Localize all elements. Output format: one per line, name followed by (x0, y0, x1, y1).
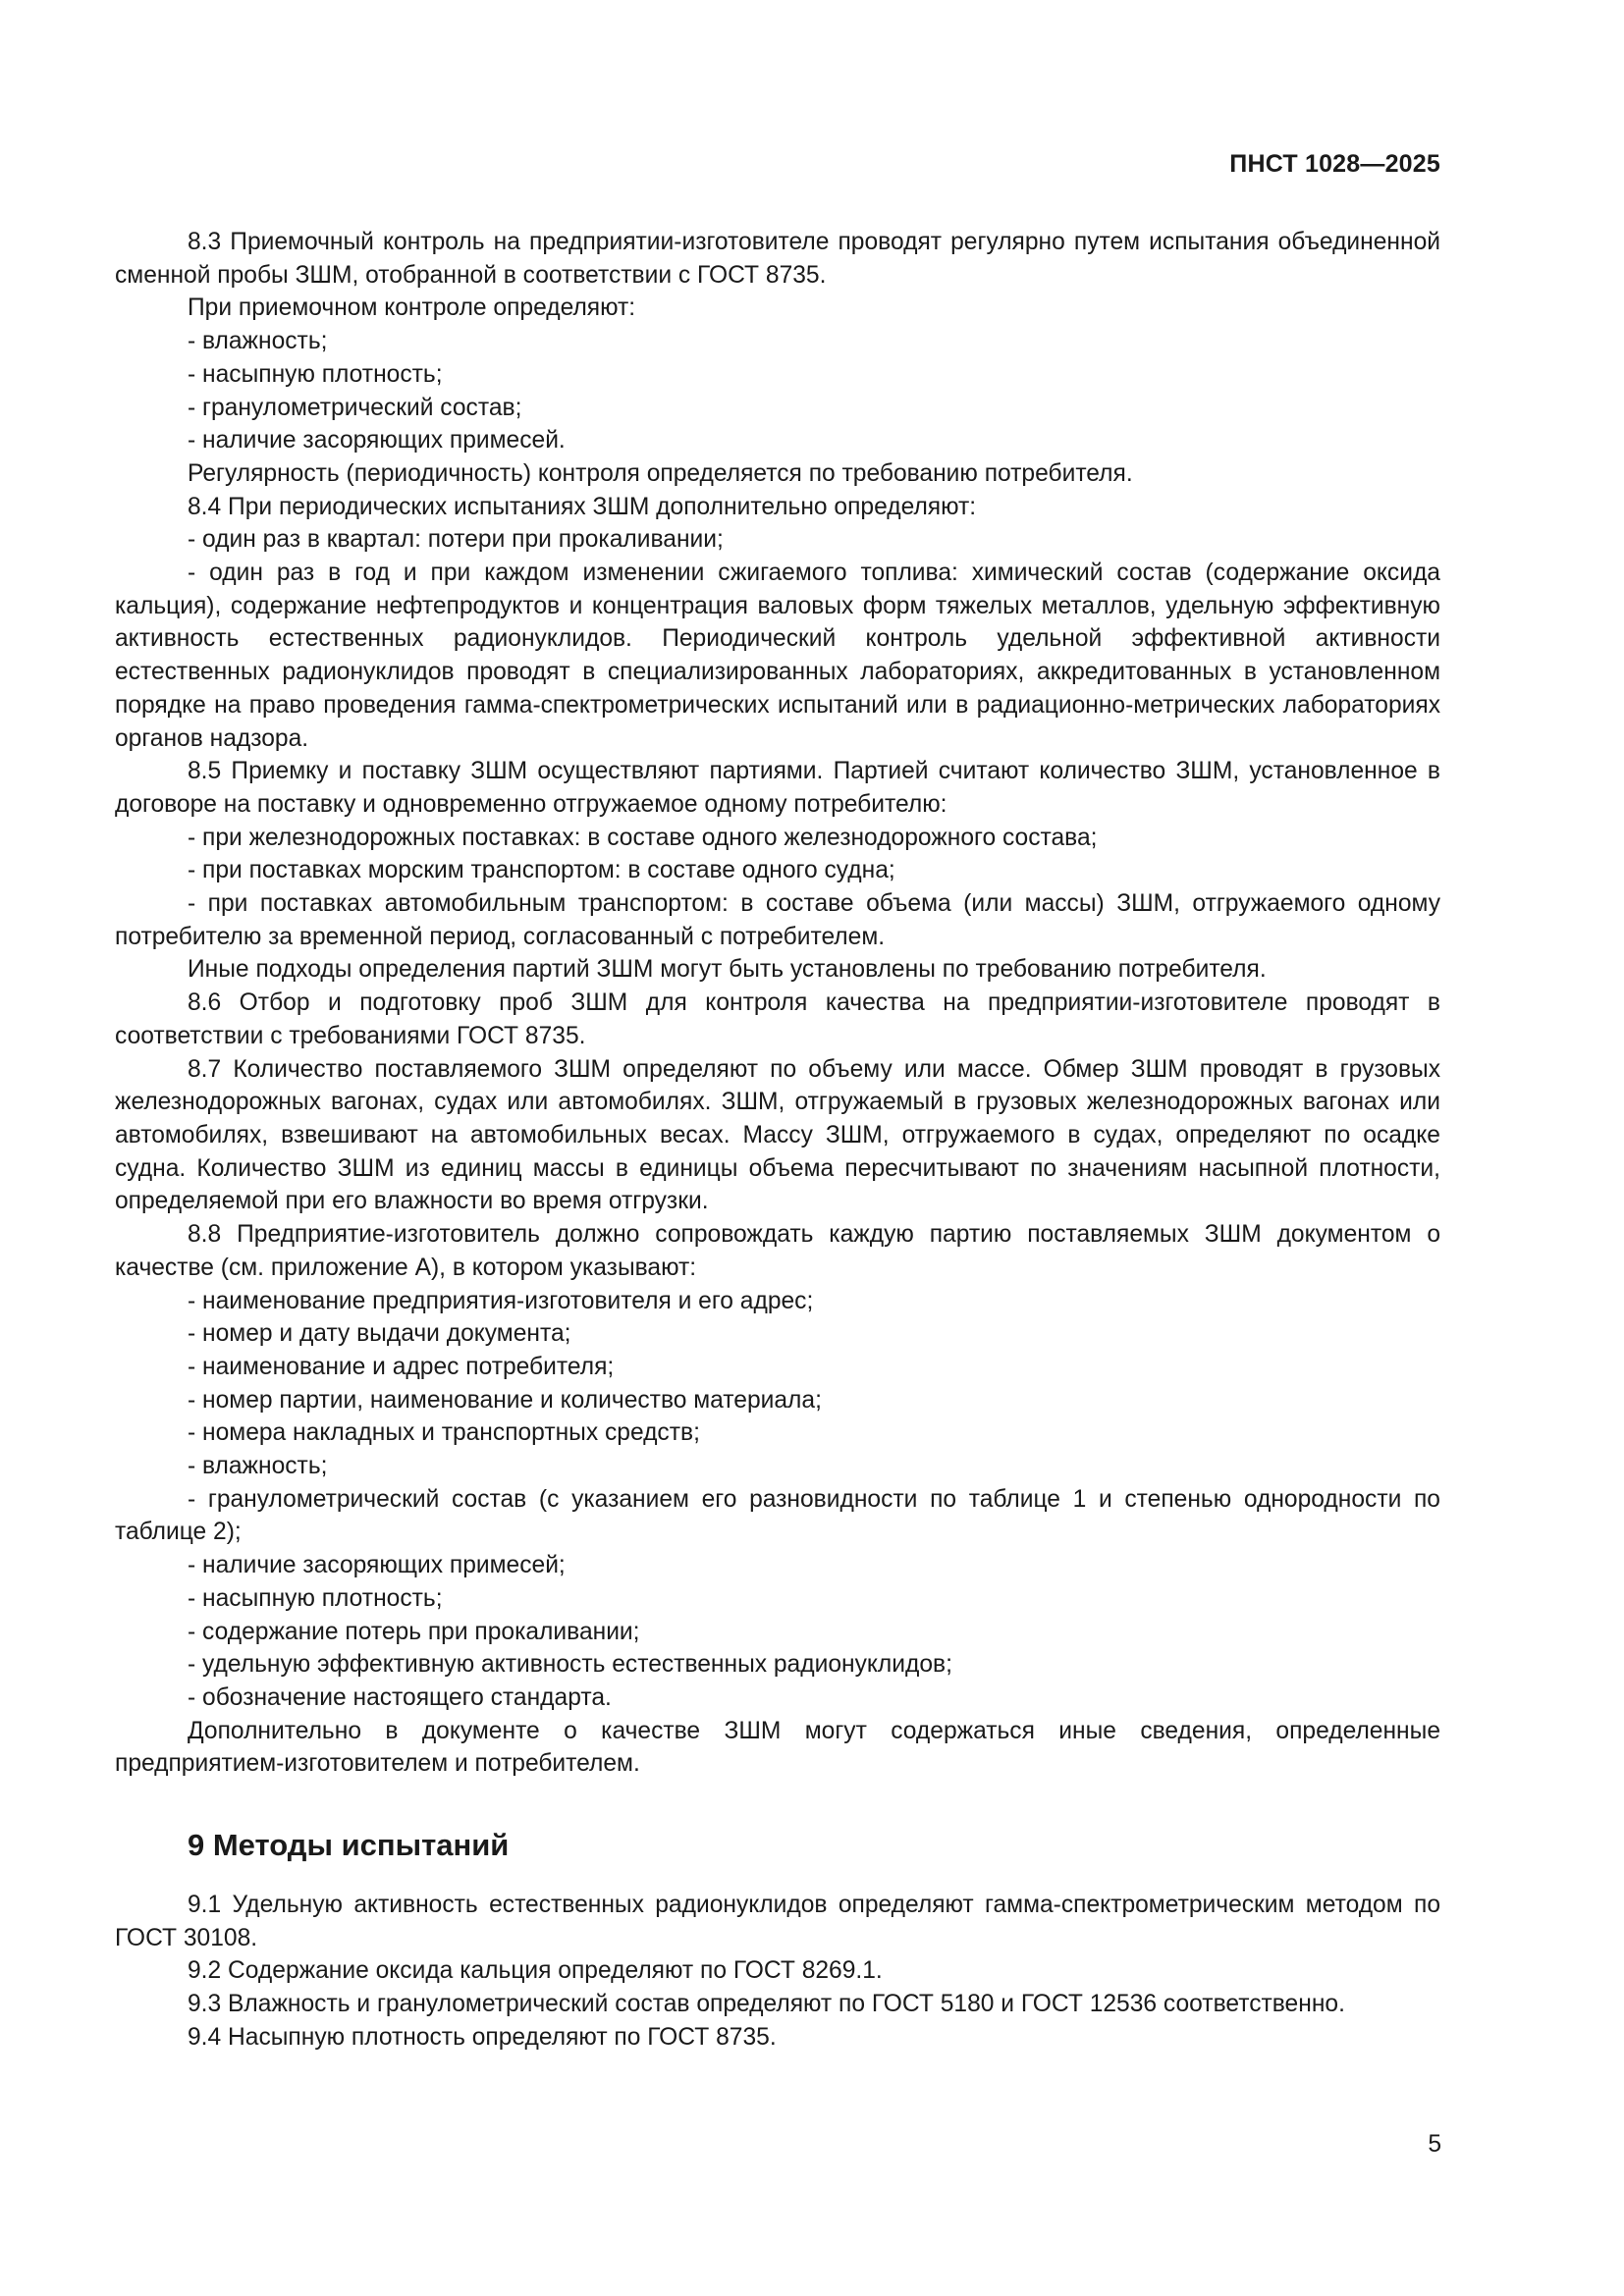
list-item: - наличие засоряющих примесей; (188, 1552, 566, 1579)
paragraph-8-8: 8.8 Предприятие-изготовитель должно сопровождать каждую партию поставляемых ЗШМ документом о качестве (см. приложение А), в котором указывают: (115, 1221, 1440, 1281)
paragraph-8-8-additional: Дополнительно в документе о качестве ЗШМ могут содержаться иные сведения, определенные предприятием-изготовителем и потребителем. (115, 1717, 1440, 1778)
list-item: - гранулометрический состав (с указанием его разновидности по таблице 1 и степенью однородности по таблице 2); (115, 1485, 1440, 1546)
list-item: - содержание потерь при прокаливании; (188, 1618, 640, 1645)
list-item: - насыпную плотность; (188, 1584, 443, 1612)
list-item: - один раз в квартал: потери при прокаливании; (188, 526, 724, 554)
paragraph-9-4: 9.4 Насыпную плотность определяют по ГОСТ 8735. (188, 2023, 777, 2051)
paragraph-8-3-regularity: Регулярность (периодичность) контроля определяется по требованию потребителя. (188, 459, 1133, 487)
list-item: - гранулометрический состав; (188, 394, 522, 421)
list-item: - номер и дату выдачи документа; (188, 1320, 571, 1348)
paragraph-8-3-intro: При приемочном контроле определяют: (188, 294, 636, 322)
paragraph-9-2: 9.2 Содержание оксида кальция определяют по ГОСТ 8269.1. (188, 1957, 883, 1985)
list-item: - наименование предприятия-изготовителя и его адрес; (188, 1287, 814, 1314)
paragraph-9-3: 9.3 Влажность и гранулометрический состав определяют по ГОСТ 5180 и ГОСТ 12536 соответственно. (188, 1991, 1345, 2018)
paragraph-8-5-other: Иные подходы определения партий ЗШМ могут быть установлены по требованию потребителя. (188, 956, 1267, 984)
list-item: - наличие засоряющих примесей. (188, 427, 566, 454)
paragraph-8-3: 8.3 Приемочный контроль на предприятии-изготовителе проводят регулярно путем испытания объединенной сменной пробы ЗШМ, отобранной в соответствии с ГОСТ 8735. (115, 229, 1440, 289)
list-item: - удельную эффективную активность естественных радионуклидов; (188, 1651, 952, 1679)
list-item: - наименование и адрес потребителя; (188, 1353, 615, 1380)
paragraph-8-5: 8.5 Приемку и поставку ЗШМ осуществляют партиями. Партией считают количество ЗШМ, установленное в договоре на поставку и одновременно отгружаемое одному потребителю: (115, 758, 1440, 818)
list-item: - влажность; (188, 328, 328, 355)
page-number: 5 (1428, 2131, 1441, 2158)
paragraph-8-6: 8.6 Отбор и подготовку проб ЗШМ для контроля качества на предприятии-изготовителе проводят в соответствии с требованиями ГОСТ 8735. (115, 989, 1440, 1049)
list-item: - при железнодорожных поставках: в составе одного железнодорожного состава; (188, 824, 1098, 851)
list-item: - номер партии, наименование и количество материала; (188, 1386, 822, 1414)
list-item: - номера накладных и транспортных средств; (188, 1419, 700, 1447)
section-heading: 9 Методы испытаний (188, 1828, 510, 1863)
document-code: ПНСТ 1028—2025 (1229, 150, 1440, 178)
paragraph-9-1: 9.1 Удельную активность естественных радионуклидов определяют гамма-спектрометрическим методом по ГОСТ 30108. (115, 1892, 1440, 1951)
page-body (115, 226, 1440, 2055)
list-item: - при поставках автомобильным транспортом: в составе объема (или массы) ЗШМ, отгружаемого одному потребителю за временной период, согласованный с потребителем. (115, 890, 1440, 950)
list-item: - при поставках морским транспортом: в составе одного судна; (188, 857, 895, 884)
list-item: - один раз в год и при каждом изменении сжигаемого топлива: химический состав (содержание оксида кальция), содержание нефтепродуктов и концентрация валовых форм тяжелых металлов, удельную эффективную активность естественных радионуклидов. Периодический контроль удельной эффективной активности естественных радионуклидов проводят в специализированных лабораториях, аккредитованных в установленном порядке на право проведения гамма-спектрометрических испытаний или в радиационно-метрических лабораториях органов надзора. (115, 560, 1440, 752)
paragraph-8-7: 8.7 Количество поставляемого ЗШМ определяют по объему или массе. Обмер ЗШМ проводят в грузовых железнодорожных вагонах, судах или автомобилях. ЗШМ, отгружаемый в грузовых железнодорожных вагонах или автомобилях, взвешивают на автомобильных весах. Массу ЗШМ, отгружаемого в судах, определяют по осадке судна. Количество ЗШМ из единиц массы в единицы объема пересчитывают по значениям насыпной плотности, определяемой при его влажности во время отгрузки. (115, 1055, 1440, 1215)
paragraph-8-4: 8.4 При периодических испытаниях ЗШМ дополнительно определяют: (188, 493, 977, 520)
list-item: - влажность; (188, 1453, 328, 1480)
list-item: - обозначение настоящего стандарта. (188, 1683, 612, 1711)
list-item: - насыпную плотность; (188, 360, 443, 388)
